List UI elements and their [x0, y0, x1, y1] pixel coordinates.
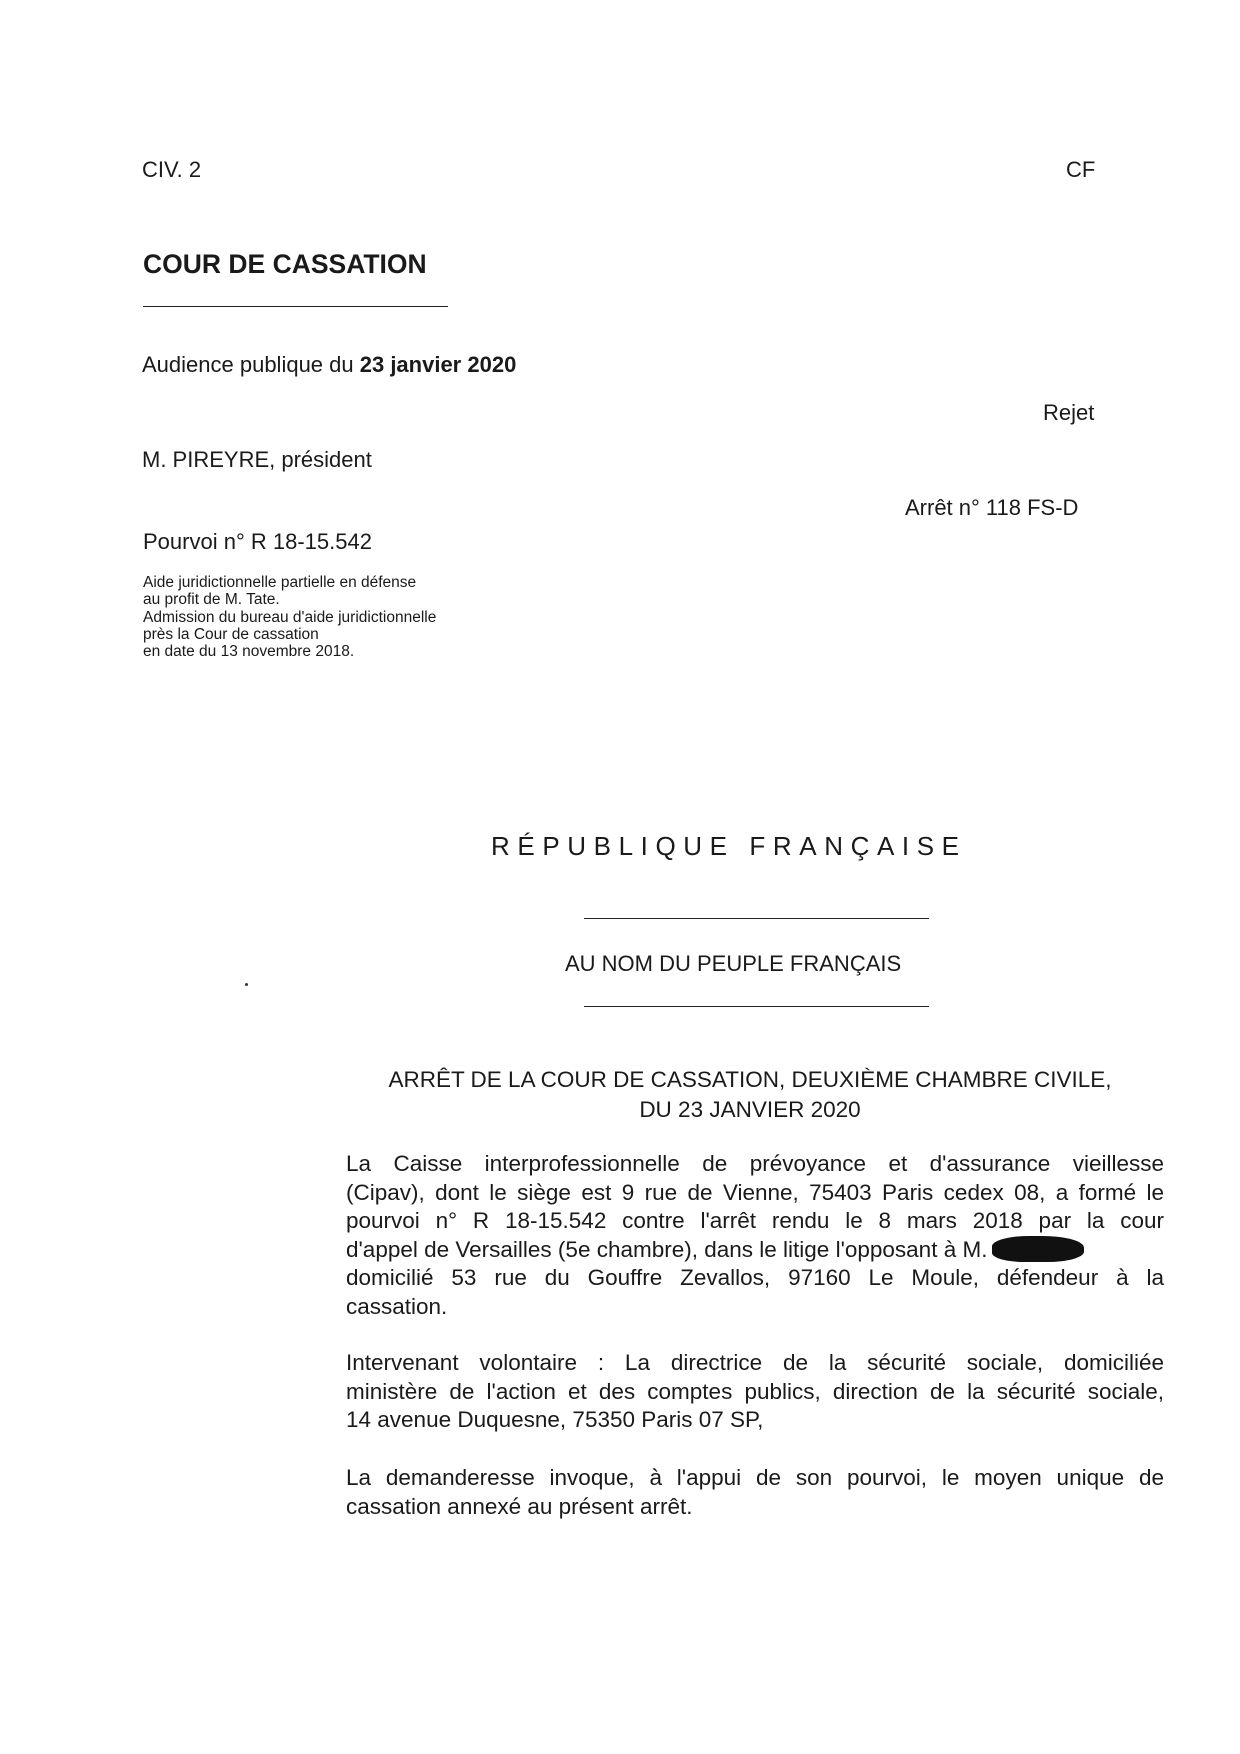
clerk-code: CF: [1066, 157, 1096, 182]
intervenor-paragraph: [346, 1349, 1164, 1435]
decision-type: Rejet: [1043, 400, 1095, 425]
judgment-title: [340, 1065, 1160, 1125]
appeal-number: Pourvoi n° R 18-15.542: [143, 529, 372, 554]
president-line: M. PIREYRE, président: [142, 447, 372, 472]
paragraph-line: 14 avenue Duquesne, 75350 Paris 07 SP,: [346, 1407, 764, 1433]
republic-heading: RÉPUBLIQUE FRANÇAISE: [491, 831, 967, 861]
judgment-title-line: ARRÊT DE LA COUR DE CASSATION, DEUXIÈME CHAMBRE CIVILE,: [388, 1067, 1112, 1092]
court-title-underline: [143, 306, 448, 307]
legal-aid-line: Aide juridictionnelle partielle en défense: [143, 574, 417, 591]
hearing-date: 23 janvier 2020: [359, 352, 517, 377]
paragraph-line: (Cipav), dont le siège est 9 rue de Vienne, 75403 Paris cedex 08, a formé le: [346, 1179, 1164, 1205]
paragraph-line: ministère de l'action et des comptes publics, direction de la sécurité sociale,: [346, 1378, 1164, 1404]
hearing-line: [142, 352, 516, 378]
paragraph-line: Intervenant volontaire : La directrice de la sécurité sociale, domiciliée: [346, 1350, 1164, 1375]
paragraph-line: La demanderesse invoque, à l'appui de son pourvoi, le moyen unique de: [346, 1465, 1164, 1490]
legal-aid-line: au profit de M. Tate.: [143, 591, 280, 609]
legal-aid-line: Admission du bureau d'aide juridictionnelle: [143, 608, 437, 626]
hearing-prefix: Audience publique du: [142, 352, 360, 377]
legal-aid-line: près la Cour de cassation: [143, 625, 319, 643]
plea-paragraph: [346, 1464, 1164, 1521]
legal-aid-note: [143, 574, 436, 660]
court-title: COUR DE CASSATION: [143, 249, 427, 279]
paragraph-line: cassation.: [346, 1293, 448, 1319]
chamber-code: CIV. 2: [142, 157, 202, 182]
scan-speck: [245, 983, 248, 986]
in-name-of-people: AU NOM DU PEUPLE FRANÇAIS: [565, 951, 902, 976]
paragraph-line: pourvoi n° R 18-15.542 contre l'arrêt rendu le 8 mars 2018 par la cour: [346, 1208, 1164, 1234]
paragraph-line-redacted: [346, 1236, 1164, 1265]
paragraph-line: domicilié 53 rue du Gouffre Zevallos, 97160 Le Moule, défendeur à la: [346, 1265, 1164, 1291]
people-underline: [584, 1006, 929, 1007]
republic-underline: [584, 918, 929, 919]
paragraph-line: cassation annexé au présent arrêt.: [346, 1493, 693, 1519]
redaction-mark: [992, 1236, 1084, 1262]
parties-paragraph: [346, 1150, 1164, 1322]
decision-number: Arrêt n° 118 FS-D: [905, 495, 1079, 520]
legal-aid-line: en date du 13 novembre 2018.: [143, 643, 355, 661]
paragraph-line: La Caisse interprofessionnelle de prévoyance et d'assurance vieillesse: [346, 1151, 1164, 1176]
judgment-title-line: DU 23 JANVIER 2020: [639, 1097, 861, 1122]
paragraph-line-text: d'appel de Versailles (5e chambre), dans le litige l'opposant à M.: [346, 1236, 988, 1262]
